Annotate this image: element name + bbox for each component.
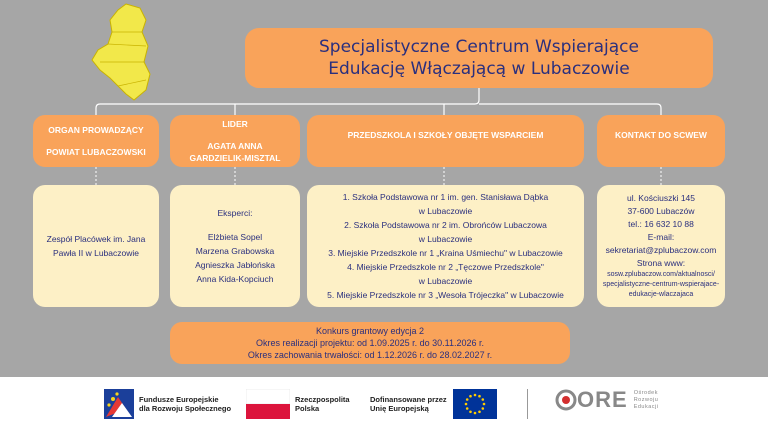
school-line-1: 1. Szkoła Podstawowa nr 1 im. gen. Stanisława Dąbka — [342, 192, 549, 202]
poland-flag-icon — [246, 389, 290, 419]
rp-logo — [246, 389, 350, 419]
school-line-8: 5. Miejskie Przedszkole nr 3 „Wesoła Trójeczka" w Lubaczowie — [327, 290, 564, 300]
head-schools-line1: PRZEDSZKOLA I SZKOŁY OBJĘTE WSPARCIEM — [347, 130, 544, 140]
head-lider-line1: LIDER — [222, 119, 248, 129]
experts-heading: Eksperci: — [217, 208, 253, 218]
ore-circle-icon — [555, 389, 577, 411]
title-line-1: Specjalistyczne Centrum Wspierające — [319, 37, 639, 57]
head-lider-line3: GARDZIELIK-MISZTAL — [189, 153, 281, 163]
contact-url-1[interactable]: sosw.zplubaczow.com/aktualnosci/ — [607, 271, 715, 278]
contact-email-label: E-mail: — [647, 232, 675, 242]
contact-url-2[interactable]: specjalistyczne-centrum-wspierajace- — [602, 281, 720, 288]
card-organ-line1: Zespół Placówek im. Jana — [46, 234, 146, 244]
footer-divider — [527, 389, 528, 419]
ore-line3: Edukacji — [633, 403, 659, 410]
card-schools — [307, 185, 584, 307]
school-line-2: w Lubaczowie — [418, 206, 473, 216]
head-contact — [597, 115, 725, 167]
expert-2: Marzena Grabowska — [195, 246, 275, 256]
expert-4: Anna Kida-Kopciuch — [196, 274, 274, 284]
card-experts — [170, 185, 300, 307]
grant-line-1: Konkurs grantowy edycja 2 — [315, 326, 425, 336]
contact-email[interactable]: sekretariat@zplubaczow.com — [605, 245, 717, 255]
rp-line2: Polska — [295, 404, 320, 413]
fe-line1: Fundusze Europejskie — [139, 395, 219, 404]
contact-street: ul. Kościuszki 145 — [626, 193, 696, 203]
eu-line2: Unię Europejską — [370, 404, 429, 413]
school-line-5: 3. Miejskie Przedszkole nr 1 „Kraina Uśmiechu" w Lubaczowie — [328, 248, 563, 258]
contact-www-label: Strona www: — [636, 258, 686, 268]
head-organ-line1: ORGAN PROWADZĄCY — [48, 125, 144, 135]
district-map — [88, 2, 160, 102]
fe-icon — [104, 389, 134, 419]
title-box — [245, 28, 713, 88]
eu-line1: Dofinansowane przez — [370, 395, 447, 404]
card-organ — [33, 185, 159, 307]
ore-line2: Rozwoju — [633, 396, 659, 403]
contact-city: 37-600 Lubaczów — [627, 206, 695, 216]
rp-line1: Rzeczpospolita — [295, 395, 350, 404]
grant-info-box — [170, 322, 570, 364]
contact-url-3[interactable]: edukacje-wlaczajaca — [628, 291, 694, 298]
school-line-4: w Lubaczowie — [418, 234, 473, 244]
head-lider-line2: AGATA ANNA — [207, 141, 263, 151]
contact-phone: tel.: 16 632 10 88 — [628, 219, 694, 229]
ore-line1: Ośrodek — [633, 389, 658, 396]
expert-3: Agnieszka Jabłońska — [195, 260, 275, 270]
head-lider — [170, 115, 300, 167]
ore-logo — [555, 387, 658, 413]
grant-line-2: Okres realizacji projektu: od 1.09.2025 r. do 30.11.2026 r. — [256, 338, 484, 348]
head-organ — [33, 115, 159, 167]
eu-logo — [370, 389, 497, 419]
fe-line2: dla Rozwoju Społecznego — [139, 404, 232, 413]
school-line-7: w Lubaczowie — [418, 276, 473, 286]
card-organ-line2: Pawła II w Lubaczowie — [53, 248, 139, 258]
grant-line-3: Okres zachowania trwałości: od 1.12.2026 r. do 28.02.2027 r. — [247, 350, 493, 360]
school-line-3: 2. Szkoła Podstawowa nr 2 im. Obrońców Lubaczowa — [344, 220, 547, 230]
fe-logo — [104, 389, 231, 419]
expert-1: Elżbieta Sopel — [207, 232, 263, 242]
head-schools — [307, 115, 584, 167]
footer-logos — [0, 377, 768, 432]
school-line-6: 4. Miejskie Przedszkole nr 2 „Tęczowe Przedszkole" — [347, 262, 544, 272]
card-contact — [597, 185, 725, 307]
head-organ-line2: POWIAT LUBACZOWSKI — [46, 147, 146, 157]
title-line-2: Edukację Włączającą w Lubaczowie — [328, 59, 630, 79]
ore-word: ORE — [577, 387, 628, 412]
head-contact-line1: KONTAKT DO SCWEW — [615, 130, 707, 140]
eu-flag-icon — [453, 389, 497, 419]
